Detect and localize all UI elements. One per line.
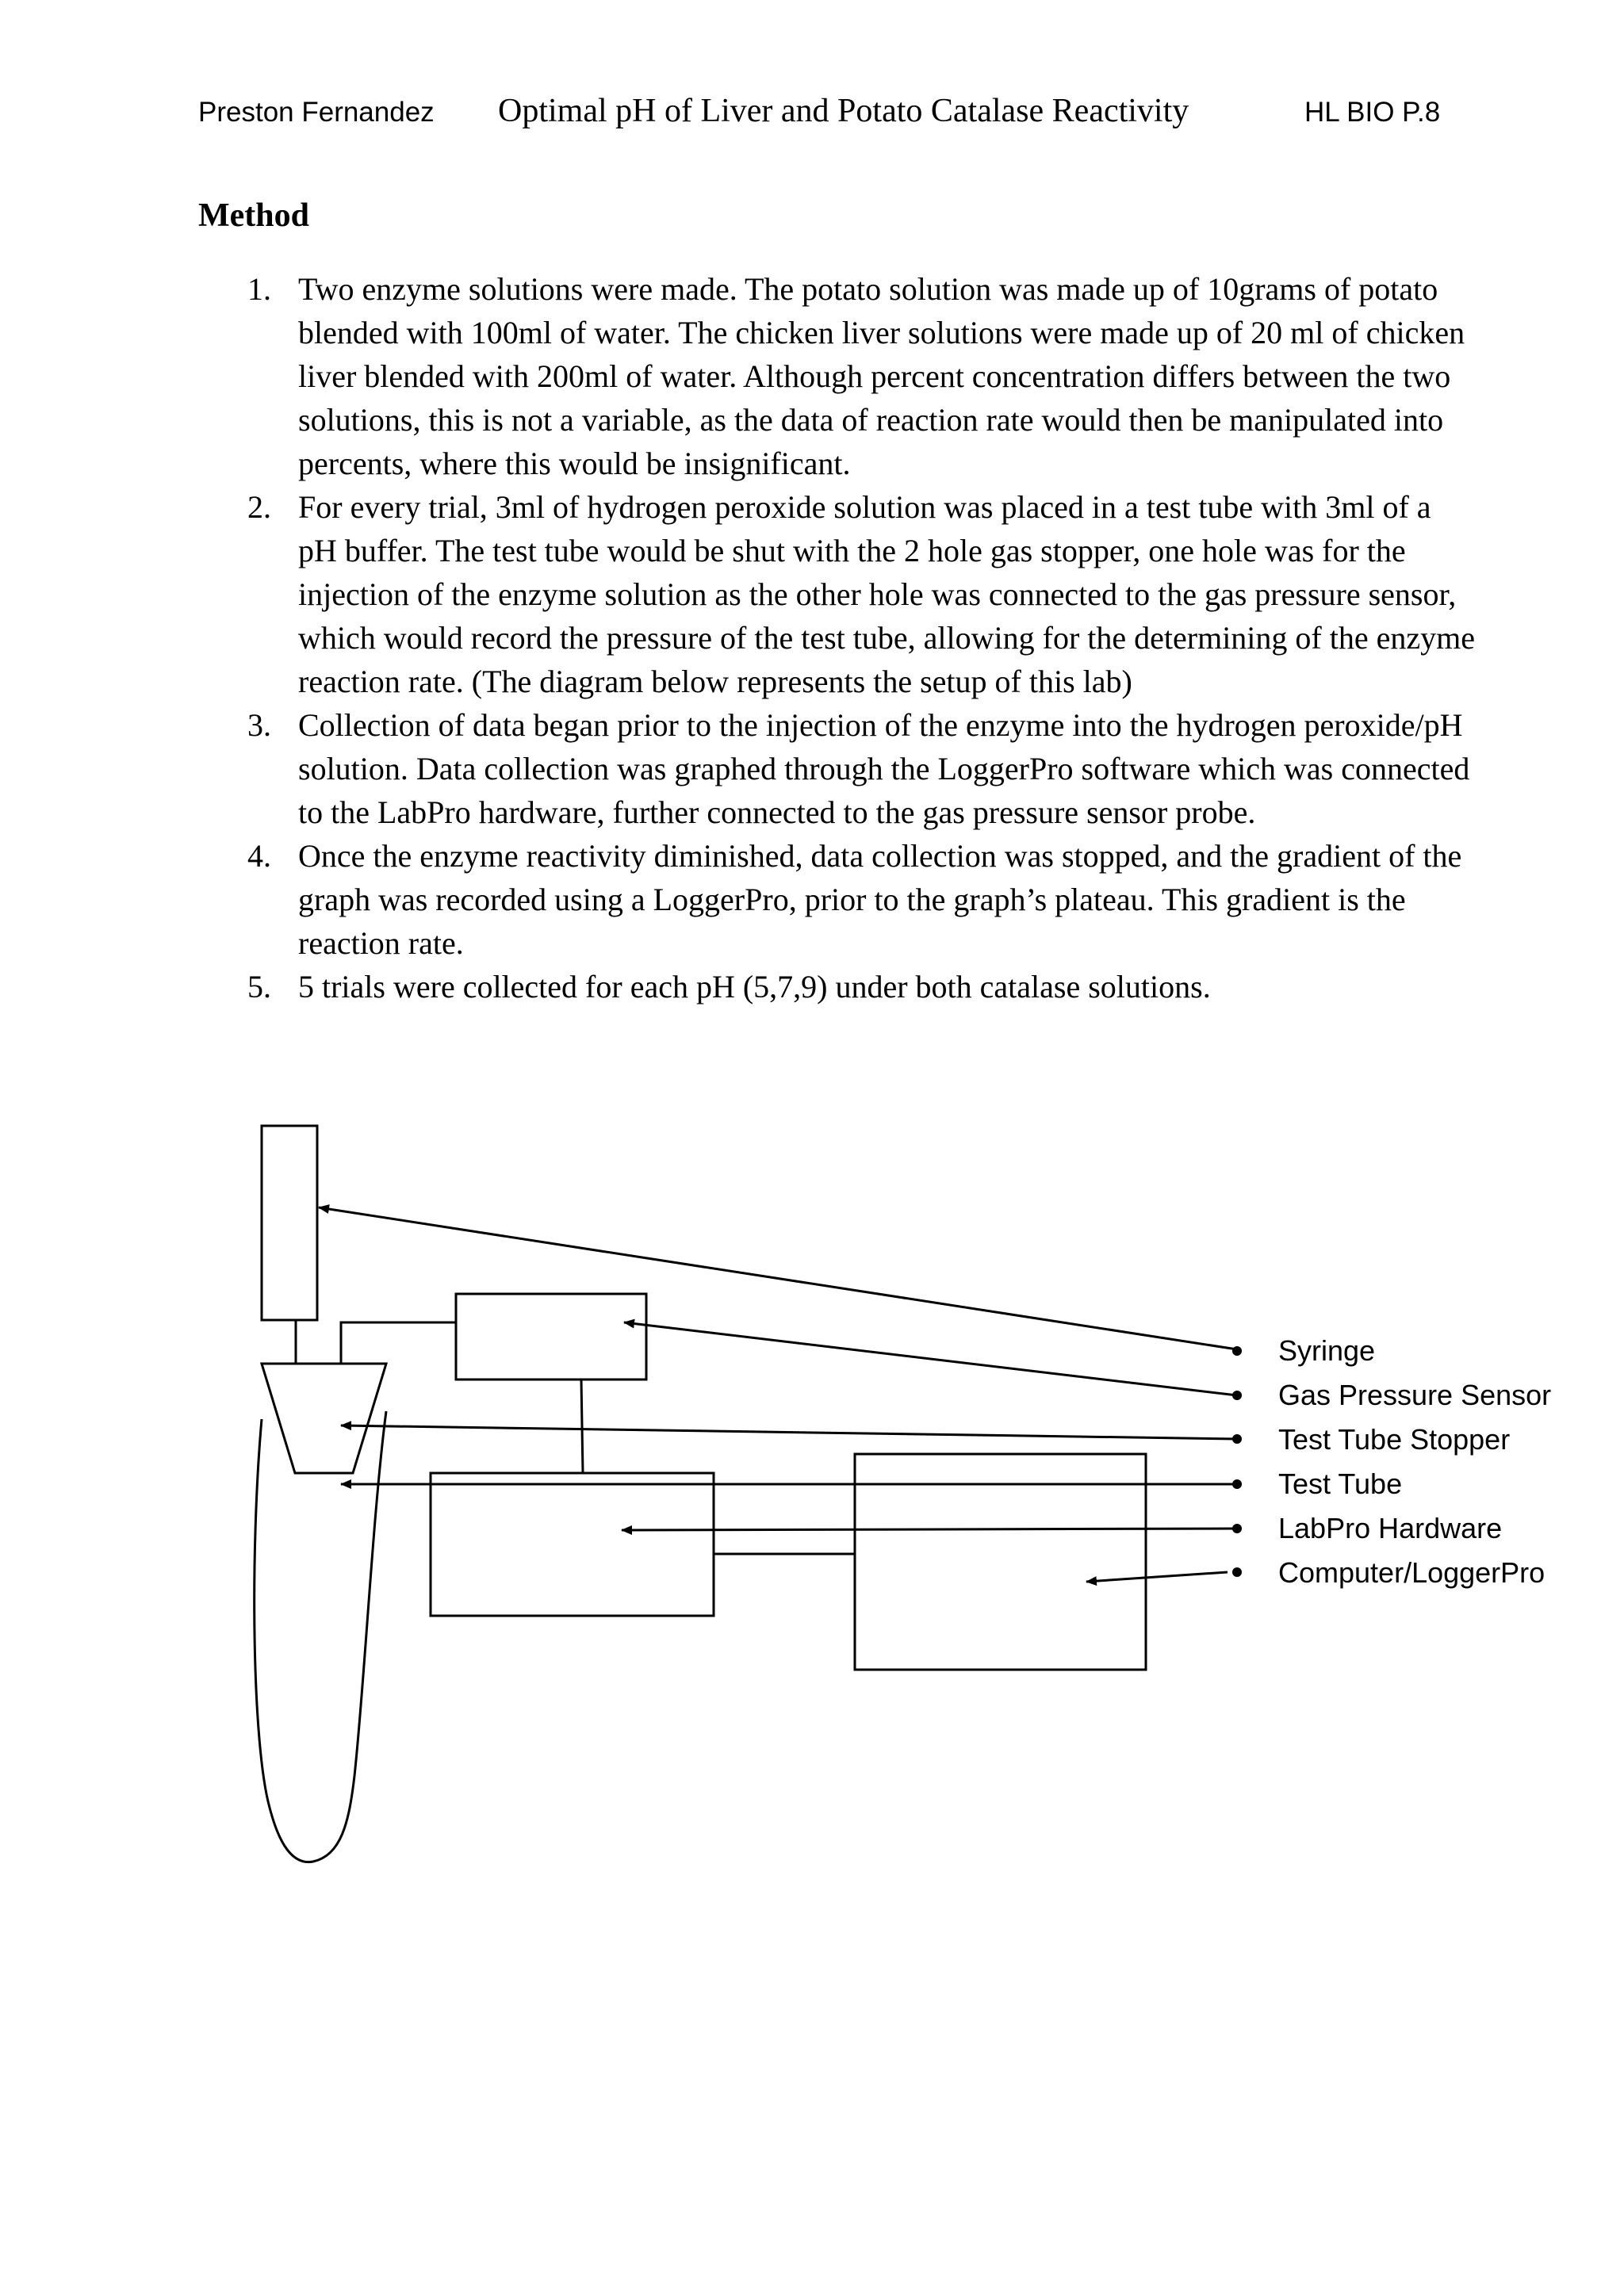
legend-bullet	[1232, 1391, 1242, 1400]
sensor-labpro-cable	[581, 1380, 583, 1473]
header-class: HL BIO P.8	[1304, 97, 1441, 128]
gas-pressure-sensor-shape	[456, 1294, 646, 1380]
method-step	[238, 485, 1475, 703]
legend-bullet	[1232, 1524, 1242, 1533]
legend-label-computer-loggerpro: Computer/LoggerPro	[1278, 1556, 1545, 1589]
step-number: 5.	[247, 969, 271, 1004]
step-text: Once the enzyme reactivity diminished, data collection was stopped, and the gradient of the graph was recorded using a LoggerPro, prior to the graph’s plateau. This gradient is the reaction rate.	[298, 838, 1462, 961]
step-number: 1.	[247, 271, 271, 307]
page-header	[0, 0, 1624, 159]
legend-label-labpro-hardware: LabPro Hardware	[1278, 1512, 1503, 1544]
legend-label-gas-pressure-sensor: Gas Pressure Sensor	[1278, 1379, 1552, 1411]
header-author: Preston Fernandez	[198, 97, 435, 128]
method-step	[238, 267, 1475, 485]
method-step	[238, 965, 1475, 1008]
step-number: 4.	[247, 838, 271, 874]
legend-label-test-tube-stopper: Test Tube Stopper	[1278, 1423, 1511, 1456]
arrow-computer	[1086, 1572, 1228, 1582]
legend-bullet	[1232, 1479, 1242, 1489]
legend-label-syringe: Syringe	[1278, 1334, 1376, 1367]
method-step	[238, 703, 1475, 834]
legend-bullet	[1232, 1346, 1242, 1356]
test-tube-stopper-shape	[262, 1364, 386, 1473]
legend-bullet	[1232, 1567, 1242, 1577]
step-text: Two enzyme solutions were made. The potato solution was made up of 10grams of potato blended with 100ml of water. The chicken liver solutions were made up of 20 ml of chicken liver blended with 200ml of water. Although percent concentration differs between the two solutions, this is not a variable, as the data of reaction rate would then be manipulated into percents, where this would be insignificant.	[298, 271, 1465, 481]
syringe-shape	[262, 1126, 317, 1320]
legend-bullet	[1232, 1434, 1242, 1444]
step-number: 2.	[247, 489, 271, 525]
legend-label-test-tube: Test Tube	[1278, 1468, 1403, 1500]
method-list	[238, 267, 1475, 1008]
lab-setup-diagram	[0, 1094, 1624, 1903]
sensor-tube	[341, 1322, 456, 1364]
arrow-labpro-hardware	[622, 1529, 1237, 1530]
header-title: Optimal pH of Liver and Potato Catalase Reactivity	[498, 93, 1189, 129]
computer-shape	[855, 1454, 1146, 1670]
arrow-gas-pressure-sensor	[624, 1322, 1237, 1395]
labpro-hardware-shape	[431, 1473, 714, 1616]
step-text: Collection of data began prior to the injection of the enzyme into the hydrogen peroxide/pH solution. Data collection was graphed through the LoggerPro software which was connected to the LabPro hardware, further connected to the gas pressure sensor probe.	[298, 707, 1470, 830]
step-number: 3.	[247, 707, 271, 743]
test-tube-shape	[255, 1411, 386, 1862]
step-text: 5 trials were collected for each pH (5,7,9) under both catalase solutions.	[298, 969, 1211, 1004]
section-heading: Method	[198, 197, 309, 234]
step-text: For every trial, 3ml of hydrogen peroxide solution was placed in a test tube with 3ml of a pH buffer. The test tube would be shut with the 2 hole gas stopper, one hole was for the injection of the enzyme solution as the other hole was connected to the gas pressure sensor, which would record the pressure of the test tube, allowing for the determining of the enzyme reaction rate. (The diagram below represents the setup of this lab)	[298, 489, 1475, 699]
method-step	[238, 834, 1475, 965]
arrow-test-tube-stopper	[341, 1425, 1237, 1439]
